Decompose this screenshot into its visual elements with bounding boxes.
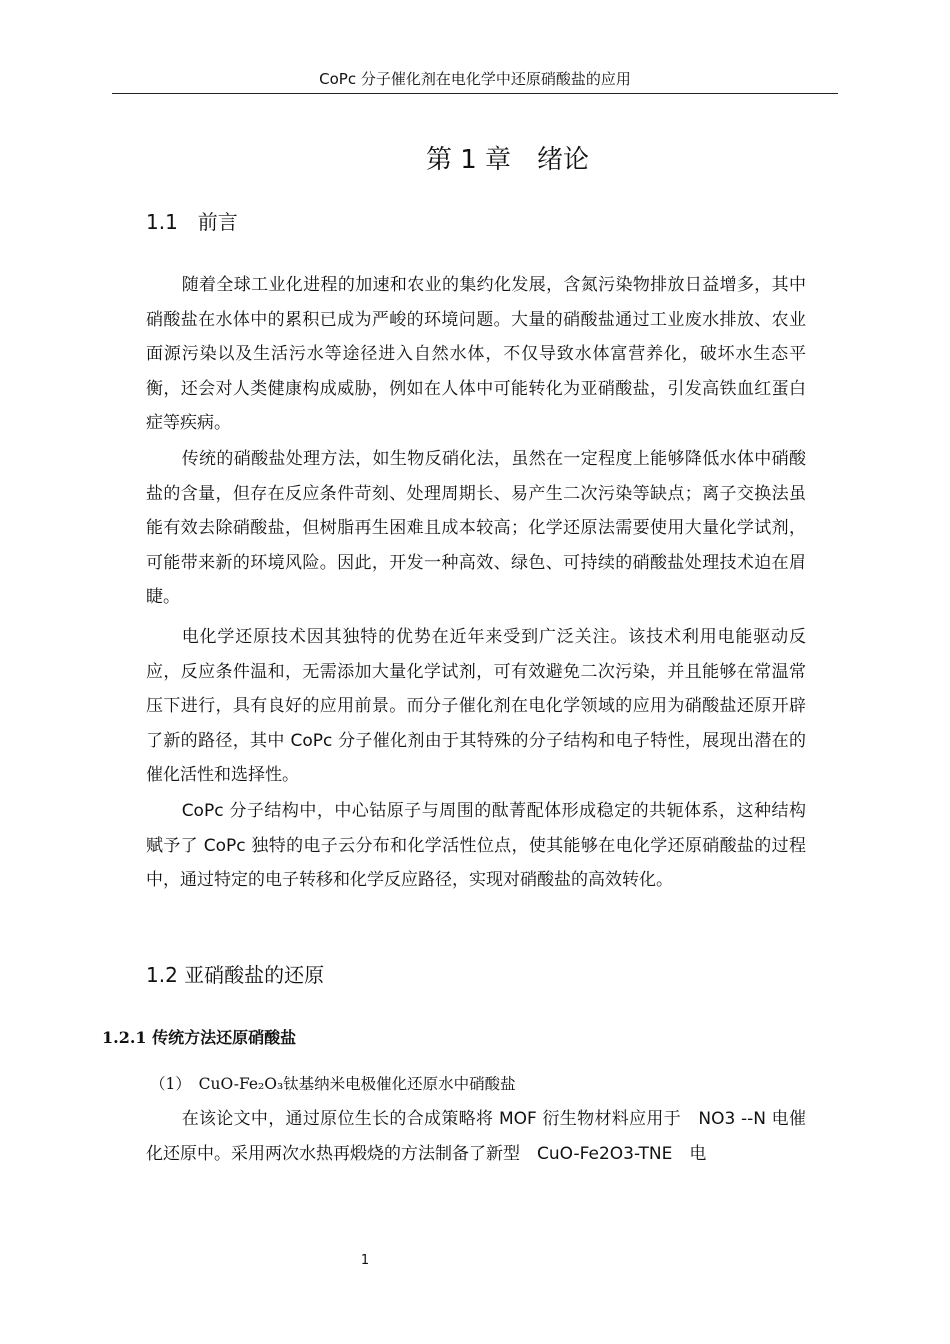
chapter-title: 第 1 章 绪论 bbox=[425, 145, 590, 175]
item-heading-cuo-fe2o3: （1） CuO-Fe₂O₃钛基纳米电极催化还原水中硝酸盐 bbox=[150, 1075, 516, 1093]
preface-paragraph-3: 电化学还原技术因其独特的优势在近年来受到广泛关注。该技术利用电能驱动反应，反应条件温和，无需添加大量化学试剂，可有效避免二次污染，并且能够在常温常压下进行，具有良好的应用前景。而分子催化剂在电化学领域的应用为硝酸盐还原开辟了新的路径，其中 CoPc 分子催化剂由于其特殊的分子结构和电子特性，展现出潜在的催化活性和选择性。 bbox=[146, 627, 806, 785]
page-number: 1 bbox=[360, 1253, 370, 1268]
preface-paragraph-2: 传统的硝酸盐处理方法，如生物反硝化法，虽然在一定程度上能够降低水体中硝酸盐的含量，但存在反应条件苛刻、处理周期长、易产生二次污染等缺点；离子交换法虽能有效去除硝酸盐，但树脂再生困难且成本较高；化学还原法需要使用大量化学试剂，可能带来新的环境风险。因此，开发一种高效、绿色、可持续的硝酸盐处理技术迫在眉睫。 bbox=[146, 449, 806, 607]
subsection-title-traditional-methods: 1.2.1 传统方法还原硝酸盐 bbox=[102, 1028, 297, 1047]
cuo-fe2o3-paragraph: 在该论文中，通过原位生长的合成策略将 MOF 衍生物材料应用于 NO3 --N 电催化还原中。采用两次水热再煅烧的方法制备了新型 CuO-Fe2O3-TNE 电 bbox=[146, 1109, 806, 1164]
preface-paragraph-4: CoPc 分子结构中，中心钴原子与周围的酞菁配体形成稳定的共轭体系，这种结构赋予了 CoPc 独特的电子云分布和化学活性位点，使其能够在电化学还原硝酸盐的过程中，通过特定的电子转移和化学反应路径，实现对硝酸盐的高效转化。 bbox=[146, 801, 806, 890]
section-title-preface: 1.1 前言 bbox=[146, 210, 238, 234]
header-rule bbox=[112, 93, 838, 94]
preface-paragraph-1: 随着全球工业化进程的加速和农业的集约化发展，含氮污染物排放日益增多，其中硝酸盐在水体中的累积已成为严峻的环境问题。大量的硝酸盐通过工业废水排放、农业面源污染以及生活污水等途径进入自然水体，不仅导致水体富营养化，破坏水生态平衡，还会对人类健康构成威胁，例如在人体中可能转化为亚硝酸盐，引发高铁血红蛋白症等疾病。 bbox=[146, 275, 806, 433]
running-header: CoPc 分子催化剂在电化学中还原硝酸盐的应用 bbox=[319, 70, 631, 88]
section-title-nitrite-reduction: 1.2 亚硝酸盐的还原 bbox=[146, 963, 325, 987]
